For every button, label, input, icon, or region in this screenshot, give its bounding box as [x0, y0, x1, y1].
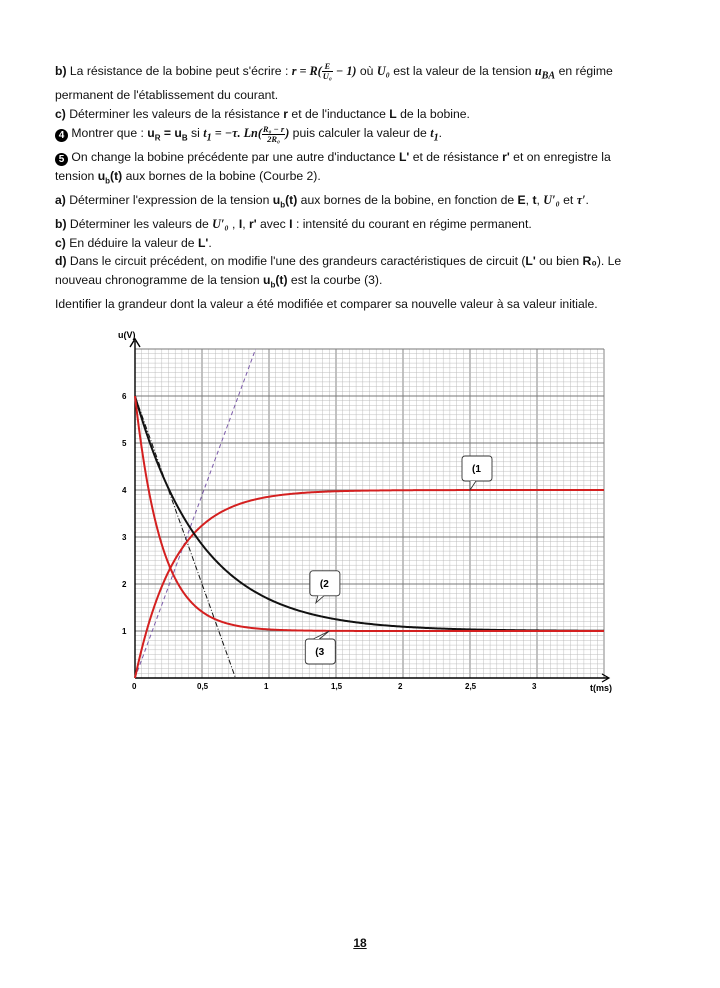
x-tick-label: 0: [132, 682, 137, 691]
y-tick-label: 3: [122, 533, 127, 542]
number-4-badge: 4: [55, 129, 68, 142]
y-tick-label: 6: [122, 392, 127, 401]
question-c2: c) En déduire la valeur de L'.: [55, 235, 212, 250]
callout-label-2: (2: [319, 578, 329, 590]
callout-label-3: (3: [315, 647, 325, 658]
y-tick-label: 1: [122, 627, 127, 636]
question-a2: a) Déterminer l'expression de la tension $u_b(t)$ aux bornes de la bobine, en fonction de E, t, U′₀ et τ′.: [55, 192, 589, 210]
x-tick-label: 1: [264, 682, 269, 691]
question-b2: b) Déterminer les valeurs de U′₀ , I, r' avec I : intensité du courant en régime permanent.: [55, 216, 532, 231]
fraction-r0-minus-r: $\frac{\text{R₀ − r}}{\text{2R₀}}$: [262, 123, 285, 144]
voltage-time-chart: [110, 328, 630, 698]
exercise-text: [55, 62, 675, 313]
x-tick-label: 2: [398, 682, 403, 691]
question-d2-line3: Identifier la grandeur dont la valeur a été modifiée et comparer sa nouvelle valeur à sa valeur initiale.: [55, 296, 598, 311]
y-tick-label: 4: [122, 486, 127, 495]
question-d2: d) Dans le circuit précédent, on modifie l'une des grandeurs caractéristiques de circuit (L' ou bien R₀). Le: [55, 254, 622, 269]
question-d2-line2: nouveau chronogramme de la tension $u_b(t)$ est la courbe (3).: [55, 272, 383, 290]
question-c1: c) Déterminer les valeurs de la résistance r et de l'inductance L de la bobine.: [55, 106, 470, 121]
y-axis-label: u(V): [118, 330, 136, 340]
fraction-e-over-u0: $\frac{E}{\text{U₀}}$: [322, 61, 332, 82]
question-5: 5 On change la bobine précédente par une autre d'inductance L' et de résistance r' et on enregistre la: [55, 148, 675, 167]
x-tick-label: 3: [532, 682, 537, 691]
question-b1-line2: permanent de l'établissement du courant.: [55, 88, 279, 103]
question-5-line2: tension $u_b(t)$ aux bornes de la bobine (Courbe 2).: [55, 168, 321, 186]
page-number: 18: [353, 936, 367, 950]
number-5-badge: 5: [55, 153, 68, 166]
x-tick-label: 0,5: [197, 682, 209, 691]
x-tick-label: 2,5: [465, 682, 477, 691]
x-axis-label: t(ms): [590, 683, 612, 693]
x-tick-label: 1,5: [331, 682, 343, 691]
callout-label-1: (1: [472, 464, 481, 475]
y-tick-label: 2: [122, 580, 127, 589]
question-b1: b) La résistance de la bobine peut s'écrire : r = R( $\frac{E}{\text{U₀}}$ − 1) où U₀ est la valeur de la tension $u_{BA}$ en régime: [55, 61, 613, 82]
question-4: 4 Montrer que : $u_R = u_B$ si $t_1 = -\tau$. Ln( $\frac{\text{R₀ − r}}{\text{2R₀}}$ ) puis calculer la valeur de $t_1$.: [55, 124, 675, 148]
y-tick-label: 5: [122, 439, 127, 448]
